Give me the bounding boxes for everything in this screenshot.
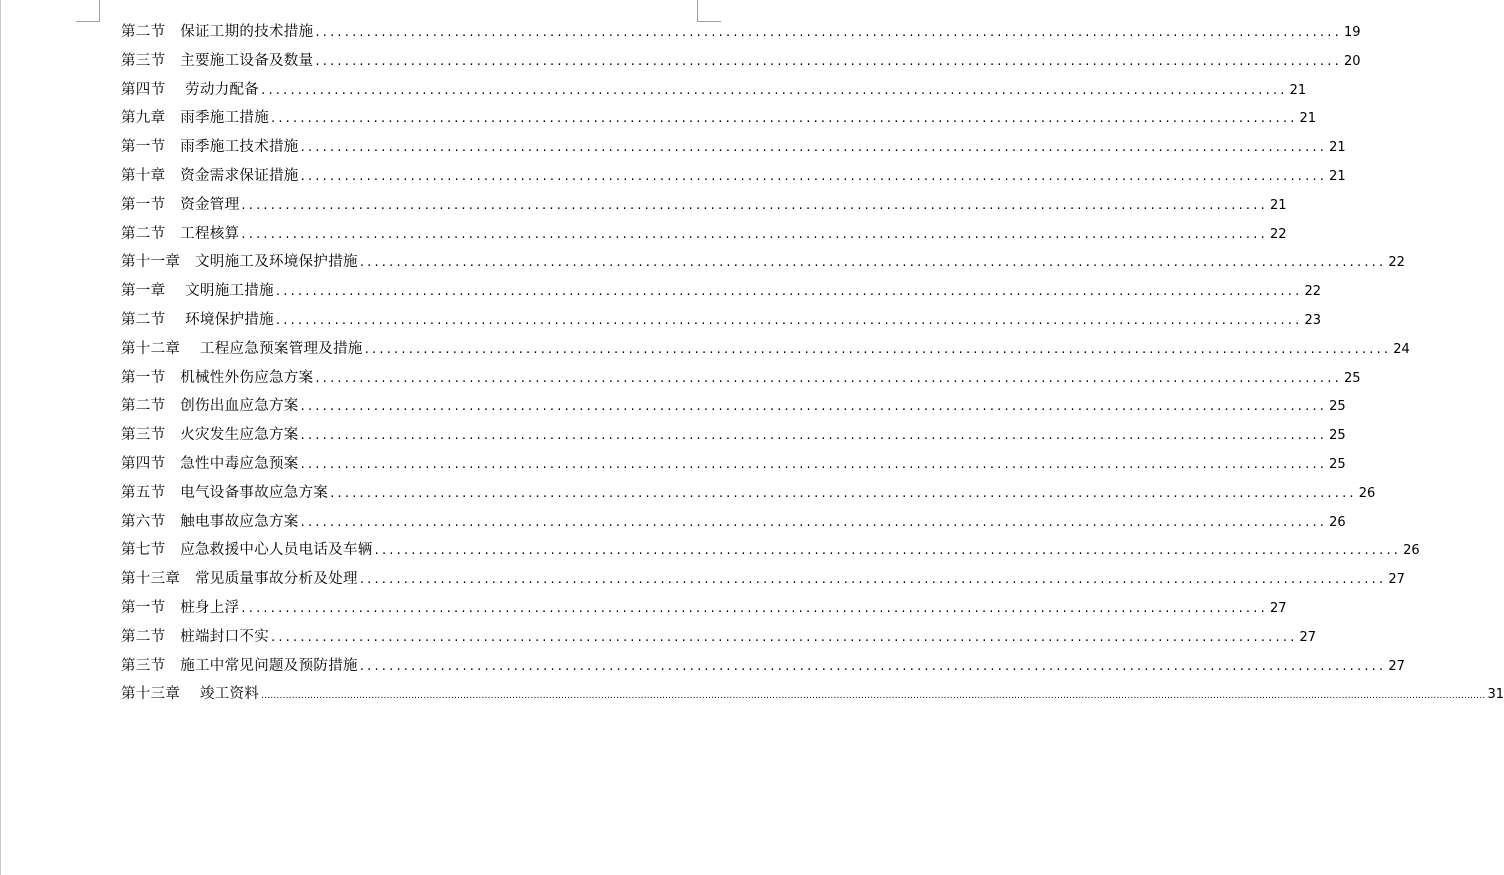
toc-entry[interactable]: [121, 76, 1307, 105]
toc-entry[interactable]: [121, 623, 1317, 652]
toc-entry-page-number: 25: [1329, 428, 1346, 444]
toc-entry-title: 第九章 雨季施工措施: [121, 110, 269, 127]
toc-entry-page-number: 22: [1304, 284, 1321, 300]
toc-entry-page-number: 27: [1388, 572, 1405, 588]
toc-entry[interactable]: [121, 652, 1405, 681]
page-edge: [0, 0, 1, 875]
toc-entry[interactable]: [121, 277, 1321, 306]
toc-entry-title: 第二节 工程核算: [121, 225, 240, 242]
toc-entry-page-number: 27: [1388, 658, 1405, 674]
toc-dot-leader: ............................................................................................................................................: [275, 284, 1303, 300]
toc-dot-leader: ................................................................................................................................................................................................................................................................................................................................................................................................................: [261, 691, 1486, 702]
toc-entry-page-number: 24: [1393, 341, 1410, 357]
toc-dot-leader: ............................................................................................................................................: [315, 25, 1342, 40]
toc-entry-page-number: 21: [1329, 140, 1346, 156]
toc-dot-leader: ............................................................................................................................................: [261, 82, 1288, 98]
toc-dot-leader: ............................................................................................................................................: [300, 399, 1328, 415]
toc-dot-leader: ............................................................................................................................................: [330, 485, 1357, 501]
toc-dot-leader: ............................................................................................................................................: [359, 658, 1387, 674]
toc-entry[interactable]: [121, 450, 1346, 479]
toc-entry-page-number: 23: [1304, 312, 1321, 328]
toc-entry-title: 第一节 机械性外伤应急方案: [121, 369, 314, 386]
toc-entry[interactable]: [121, 421, 1346, 450]
toc-entry[interactable]: [121, 18, 1361, 47]
toc-entry-title: 第十一章 文明施工及环境保护措施: [121, 254, 358, 271]
toc-entry[interactable]: [121, 392, 1346, 421]
toc-entry[interactable]: [121, 364, 1361, 393]
toc-entry[interactable]: [121, 335, 1410, 364]
toc-dot-leader: ............................................................................................................................................: [300, 140, 1328, 156]
toc-dot-leader: ............................................................................................................................................: [300, 168, 1328, 184]
toc-entry-title: 第一节 雨季施工技术措施: [121, 139, 299, 156]
toc-dot-leader: ............................................................................................................................................: [315, 53, 1342, 69]
toc-dot-leader: ............................................................................................................................................: [300, 428, 1328, 444]
toc-entry-page-number: 25: [1329, 456, 1346, 472]
toc-entry-page-number: 21: [1289, 82, 1307, 98]
toc-dot-leader: ............................................................................................................................................: [315, 370, 1342, 386]
toc-entry-page-number: 20: [1343, 53, 1361, 69]
toc-entry-page-number: 25: [1343, 370, 1361, 386]
toc-entry-page-number: 22: [1388, 255, 1405, 271]
toc-dot-leader: ............................................................................................................................................: [359, 572, 1387, 588]
toc-entry-title: 第一节 资金管理: [121, 196, 240, 213]
toc-dot-leader: ............................................................................................................................................: [271, 111, 1298, 127]
toc-entry[interactable]: [121, 594, 1287, 623]
toc-entry-page-number: 27: [1299, 629, 1317, 645]
toc-entry[interactable]: [121, 479, 1376, 508]
toc-entry[interactable]: [121, 508, 1346, 537]
toc-entry-page-number: 25: [1329, 399, 1346, 415]
toc-entry-page-number: 19: [1343, 25, 1361, 40]
toc-entry-page-number: 21: [1299, 111, 1317, 127]
toc-entry-title: 第五节 电气设备事故应急方案: [121, 484, 329, 501]
toc-entry-page-number: 26: [1358, 485, 1376, 501]
toc-entry-title: 第一节 桩身上浮: [121, 599, 240, 616]
toc-entry-page-number: 27: [1269, 600, 1287, 616]
toc-entry-title: 第二节 创伤出血应急方案: [121, 398, 299, 415]
toc-entry-title: 第三节 火灾发生应急方案: [121, 427, 299, 444]
toc-entry-title: 第十三章 竣工资料: [121, 686, 260, 703]
toc-entry-title: 第四节 劳动力配备: [121, 81, 260, 98]
toc-entry-title: 第三节 施工中常见问题及预防措施: [121, 657, 358, 674]
table-of-contents: [121, 18, 1504, 709]
toc-entry-page-number: 21: [1269, 197, 1287, 213]
toc-entry-page-number: 21: [1329, 168, 1346, 184]
toc-entry-title: 第七节 应急救援中心人员电话及车辆: [121, 542, 373, 559]
toc-entry[interactable]: [121, 565, 1405, 594]
toc-entry-title: 第二节 环境保护措施: [121, 311, 274, 328]
toc-dot-leader: ............................................................................................................................................: [374, 543, 1402, 559]
toc-dot-leader: ............................................................................................................................................: [241, 226, 1268, 242]
toc-dot-leader: ............................................................................................................................................: [359, 255, 1387, 271]
toc-entry-page-number: 26: [1329, 514, 1346, 530]
toc-entry-title: 第二节 保证工期的技术措施: [121, 24, 314, 40]
toc-entry-title: 第十章 资金需求保证措施: [121, 167, 299, 184]
toc-entry-title: 第十二章 工程应急预案管理及措施: [121, 340, 363, 357]
toc-entry-page-number: 22: [1269, 226, 1287, 242]
crop-mark-top-left: [99, 0, 100, 22]
toc-entry[interactable]: [121, 162, 1346, 191]
toc-entry-title: 第二节 桩端封口不实: [121, 628, 269, 645]
toc-dot-leader: ............................................................................................................................................: [275, 312, 1303, 328]
toc-dot-leader: ............................................................................................................................................: [300, 456, 1328, 472]
crop-mark-top-left: [76, 21, 100, 22]
toc-entry[interactable]: [121, 306, 1321, 335]
toc-dot-leader: ............................................................................................................................................: [241, 600, 1268, 616]
toc-entry[interactable]: [121, 220, 1287, 249]
toc-dot-leader: ............................................................................................................................................: [241, 197, 1268, 213]
toc-entry[interactable]: [121, 133, 1346, 162]
toc-entry-title: 第十三章 常见质量事故分析及处理: [121, 571, 358, 588]
toc-entry[interactable]: [121, 104, 1317, 133]
toc-entry[interactable]: [121, 248, 1405, 277]
toc-entry-title: 第六节 触电事故应急方案: [121, 513, 299, 530]
toc-entry-title: 第一章 文明施工措施: [121, 283, 274, 300]
toc-entry-title: 第四节 急性中毒应急预案: [121, 455, 299, 472]
toc-dot-leader: ............................................................................................................................................: [364, 341, 1392, 357]
toc-entry[interactable]: [121, 191, 1287, 220]
toc-entry[interactable]: [121, 680, 1504, 709]
toc-entry-page-number: 26: [1403, 543, 1420, 559]
toc-entry-title: 第三节 主要施工设备及数量: [121, 52, 314, 69]
toc-entry[interactable]: [121, 47, 1361, 76]
toc-entry-page-number: 31: [1487, 687, 1504, 703]
toc-dot-leader: ............................................................................................................................................: [271, 629, 1298, 645]
toc-entry[interactable]: [121, 536, 1420, 565]
toc-dot-leader: ............................................................................................................................................: [300, 514, 1328, 530]
